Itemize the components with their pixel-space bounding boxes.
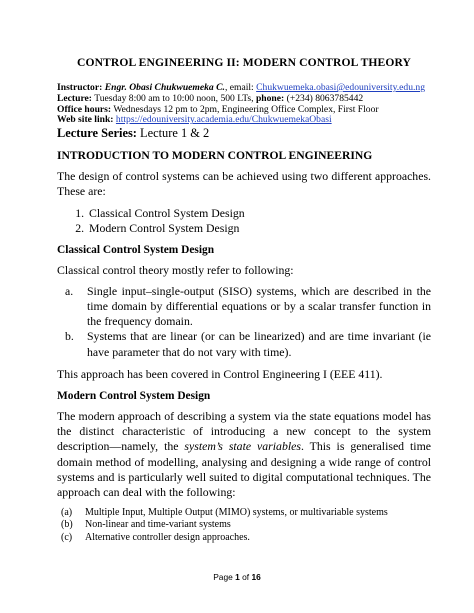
footer-page-number: 1 [235, 572, 240, 582]
list-marker: (b) [61, 519, 73, 531]
lecture-series-text: Lecture 1 & 2 [140, 126, 210, 141]
website-line [57, 115, 431, 126]
classical-list [57, 284, 431, 360]
list-item [57, 532, 431, 544]
modern-list [57, 507, 431, 544]
office-hours-text: Wednesdays 12 pm to 2pm, Engineering Office Complex, First Floor [113, 103, 379, 115]
footer-prefix: Page [213, 572, 233, 582]
list-marker: (a) [61, 507, 73, 519]
modern-heading: Modern Control System Design [57, 390, 211, 403]
instructor-label: Instructor: [57, 82, 103, 93]
list-text: Multiple Input, Multiple Output (MIMO) systems, or multivariable systems [85, 507, 388, 519]
email-link[interactable]: Chukwuemeka.obasi@edouniversity.edu.ng [256, 82, 425, 93]
list-item [57, 519, 431, 531]
approaches-list [57, 206, 431, 236]
list-text: Systems that are linear (or can be linearized) and are time invariant (ie have parameter that do not vary with time). [87, 329, 431, 359]
list-text: Alternative controller design approaches. [85, 531, 250, 543]
page-footer [0, 572, 474, 582]
list-item [57, 329, 431, 359]
office-hours-label: Office hours: [57, 103, 112, 115]
list-item [57, 284, 431, 330]
website-link[interactable]: https://edouniversity.academia.edu/ChukwuemekaObasi [115, 114, 332, 126]
lecture-text: Tuesday 8:00 am to 10:00 noon, 500 LTs, [94, 92, 254, 104]
modern-paragraph [57, 409, 431, 500]
lecture-label: Lecture: [57, 92, 92, 104]
list-marker: (c) [61, 531, 73, 543]
website-label: Web site link: [57, 114, 114, 126]
list-marker: b. [65, 329, 74, 344]
instructor-name: Engr. Obasi Chukwuemeka C. [104, 82, 225, 93]
list-text: Non-linear and time-variant systems [85, 519, 231, 531]
list-marker: a. [65, 283, 74, 298]
footer-of: of [242, 572, 250, 582]
list-item: 2. Modern Control System Design [87, 221, 431, 236]
intro-paragraph: The design of control systems can be achieved using two different approaches. These are: [57, 169, 431, 199]
covered-paragraph: This approach has been covered in Control Engineering I (EEE 411). [57, 366, 383, 381]
modern-text-emphasis: system’s state variables [184, 439, 301, 454]
modern-text-a: The modern approach of describing a system via the state equations model has the distinct characteristic of introducing a new concept to the system description—namely, the [57, 409, 431, 454]
document-title: CONTROL ENGINEERING II: MODERN CONTROL THEORY [76, 56, 412, 69]
modern-text-b: . This is generalised time domain method of modelling, analysing and designing a wide range of control systems and is particularly well suited to digital computational techniques. The approach can deal with the following: [57, 439, 431, 500]
lecture-series-label: Lecture Series: [57, 126, 137, 141]
list-item [57, 507, 431, 519]
phone-label: phone: [255, 92, 285, 104]
course-info [57, 83, 431, 126]
intro-heading: INTRODUCTION TO MODERN CONTROL ENGINEERING [57, 149, 373, 163]
footer-page-total: 16 [251, 572, 261, 582]
list-item: 1. Classical Control System Design [87, 206, 431, 221]
classical-paragraph: Classical control theory mostly refer to following: [57, 262, 294, 277]
classical-heading: Classical Control System Design [57, 243, 215, 256]
lecture-series [57, 126, 431, 140]
phone-number: (+234) 8063785442 [286, 92, 364, 104]
list-text: Single input–single-output (SISO) systems, which are described in the time domain by differential equations or by a scalar transfer function in the frequency domain. [87, 283, 431, 329]
email-label: , email: [224, 82, 254, 93]
